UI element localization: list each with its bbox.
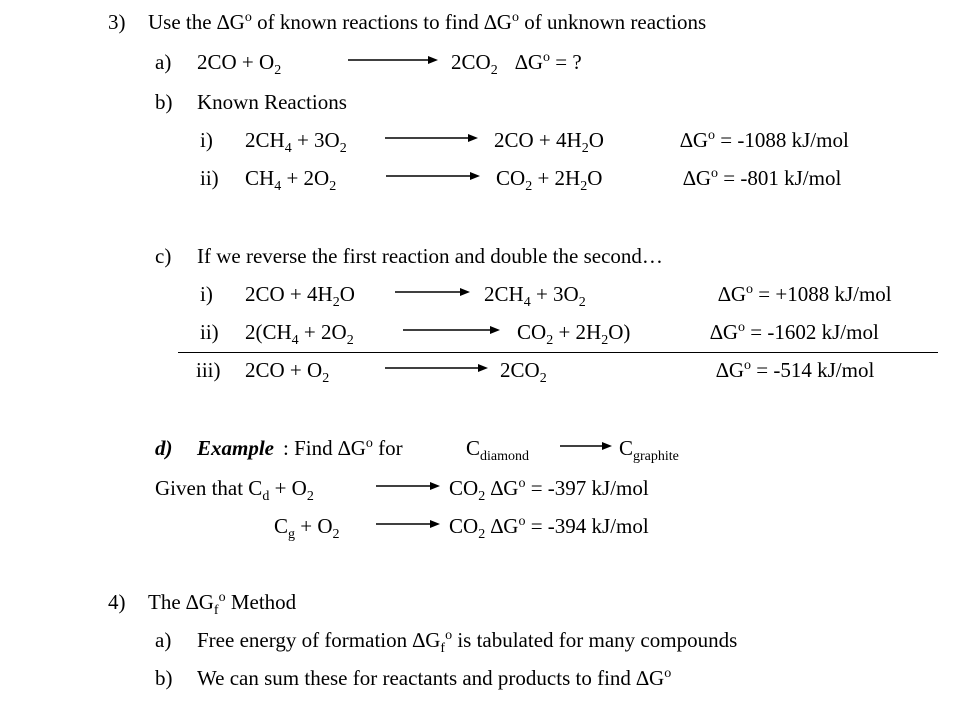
text-l3-0: 3): [108, 10, 126, 34]
text-lbi-0: i): [200, 128, 213, 152]
text-ld-0: d): [155, 436, 173, 460]
text-lciii-3: $\Delta G^o = -514$ kJ/mol: [716, 358, 875, 382]
line-ld: [0, 432, 960, 464]
text-lcii-3: $\Delta G^o = -1602$ kJ/mol: [710, 320, 879, 344]
text-lciii-0: iii): [196, 358, 221, 382]
text-ld-4: $C_{graphite}$: [619, 436, 679, 465]
text-l3-1: Use the $\Delta G^o$ of known reactions to find $\Delta G^o$ of unknown reactions: [148, 10, 707, 34]
reaction-arrow-icon: [403, 316, 500, 348]
text-lbi-1: $2CH_4 + 3O_2$: [245, 128, 347, 157]
line-lgiven: [0, 472, 960, 504]
text-lbii-1: $CH_4 + 2O_2$: [245, 166, 337, 195]
text-lbii-0: ii): [200, 166, 219, 190]
text-lcii-0: ii): [200, 320, 219, 344]
line-lbii: [0, 162, 960, 194]
line-l3: [0, 6, 960, 38]
text-l4a-0: a): [155, 628, 172, 652]
text-lci-3: $\Delta G^o = +1088$ kJ/mol: [718, 282, 892, 306]
text-lgiven2-1: $CO_2$ $\Delta G^o = -394$ kJ/mol: [449, 514, 649, 543]
line-lbi: [0, 124, 960, 156]
reaction-arrow-icon: [376, 510, 440, 542]
line-lcii: [0, 316, 960, 348]
reaction-arrow-icon: [395, 278, 470, 310]
text-lci-1: $2CO + 4H_2O$: [245, 282, 355, 311]
text-l4-0: 4): [108, 590, 126, 614]
text-ld-1: Example: [197, 436, 274, 460]
text-lgiven2-0: $C_g + O_2$: [274, 514, 340, 543]
text-lciii-1: $2CO + O_2$: [245, 358, 330, 387]
line-lc: [0, 240, 960, 272]
text-lciii-2: $2CO_2$: [500, 358, 547, 387]
text-lc-0: c): [155, 244, 172, 268]
text-lbii-2: $CO_2 + 2H_2O$: [496, 166, 603, 195]
text-l4b-1: We can sum these for reactants and products to find $\Delta G^o$: [197, 666, 672, 690]
text-lcii-2: $CO_2 + 2H_2O$): [517, 320, 631, 349]
line-lciii: [0, 354, 960, 386]
text-lci-2: $2CH_4 + 3O_2$: [484, 282, 586, 311]
line-l4a: [0, 624, 960, 656]
reaction-arrow-icon: [386, 162, 480, 194]
reaction-arrow-icon: [560, 432, 612, 464]
reaction-arrow-icon: [385, 124, 478, 156]
text-lcii-1: $2(CH_4 + 2O_2$: [245, 320, 354, 349]
text-la-2: $2CO_2$: [451, 50, 498, 79]
text-la-0: a): [155, 50, 172, 74]
text-l4a-1: Free energy of formation $\Delta G_f^o$ is tabulated for many compounds: [197, 628, 738, 657]
text-lgiven-0: Given that $C_d + O_2$: [155, 476, 314, 505]
line-l4b: [0, 662, 960, 694]
text-lc-1: If we reverse the first reaction and double the second…: [197, 244, 663, 268]
line-lci: [0, 278, 960, 310]
text-lb-0: b): [155, 90, 173, 114]
sum-divider-line: [178, 352, 938, 353]
text-ld-2: : Find $\Delta G^o$ for: [283, 436, 403, 460]
line-lgiven2: [0, 510, 960, 542]
text-la-3: $\Delta G^o$ = ?: [515, 50, 582, 74]
reaction-arrow-icon: [376, 472, 440, 504]
text-lgiven-1: $CO_2$ $\Delta G^o = -397$ kJ/mol: [449, 476, 649, 505]
text-lci-0: i): [200, 282, 213, 306]
text-la-1: $2CO + O_2$: [197, 50, 282, 79]
text-lb-1: Known Reactions: [197, 90, 347, 114]
text-lbi-3: $\Delta G^o = -1088$ kJ/mol: [680, 128, 849, 152]
line-la: [0, 46, 960, 78]
text-lbii-3: $\Delta G^o = -801$ kJ/mol: [683, 166, 842, 190]
text-ld-3: $C_{diamond}$: [466, 436, 530, 465]
text-l4-1: The $\Delta G_f^o$ Method: [148, 590, 297, 619]
line-l4: [0, 586, 960, 618]
text-lbi-2: $2CO + 4H_2O$: [494, 128, 604, 157]
reaction-arrow-icon: [385, 354, 488, 386]
reaction-arrow-icon: [348, 46, 438, 78]
line-lb: [0, 86, 960, 118]
text-l4b-0: b): [155, 666, 173, 690]
